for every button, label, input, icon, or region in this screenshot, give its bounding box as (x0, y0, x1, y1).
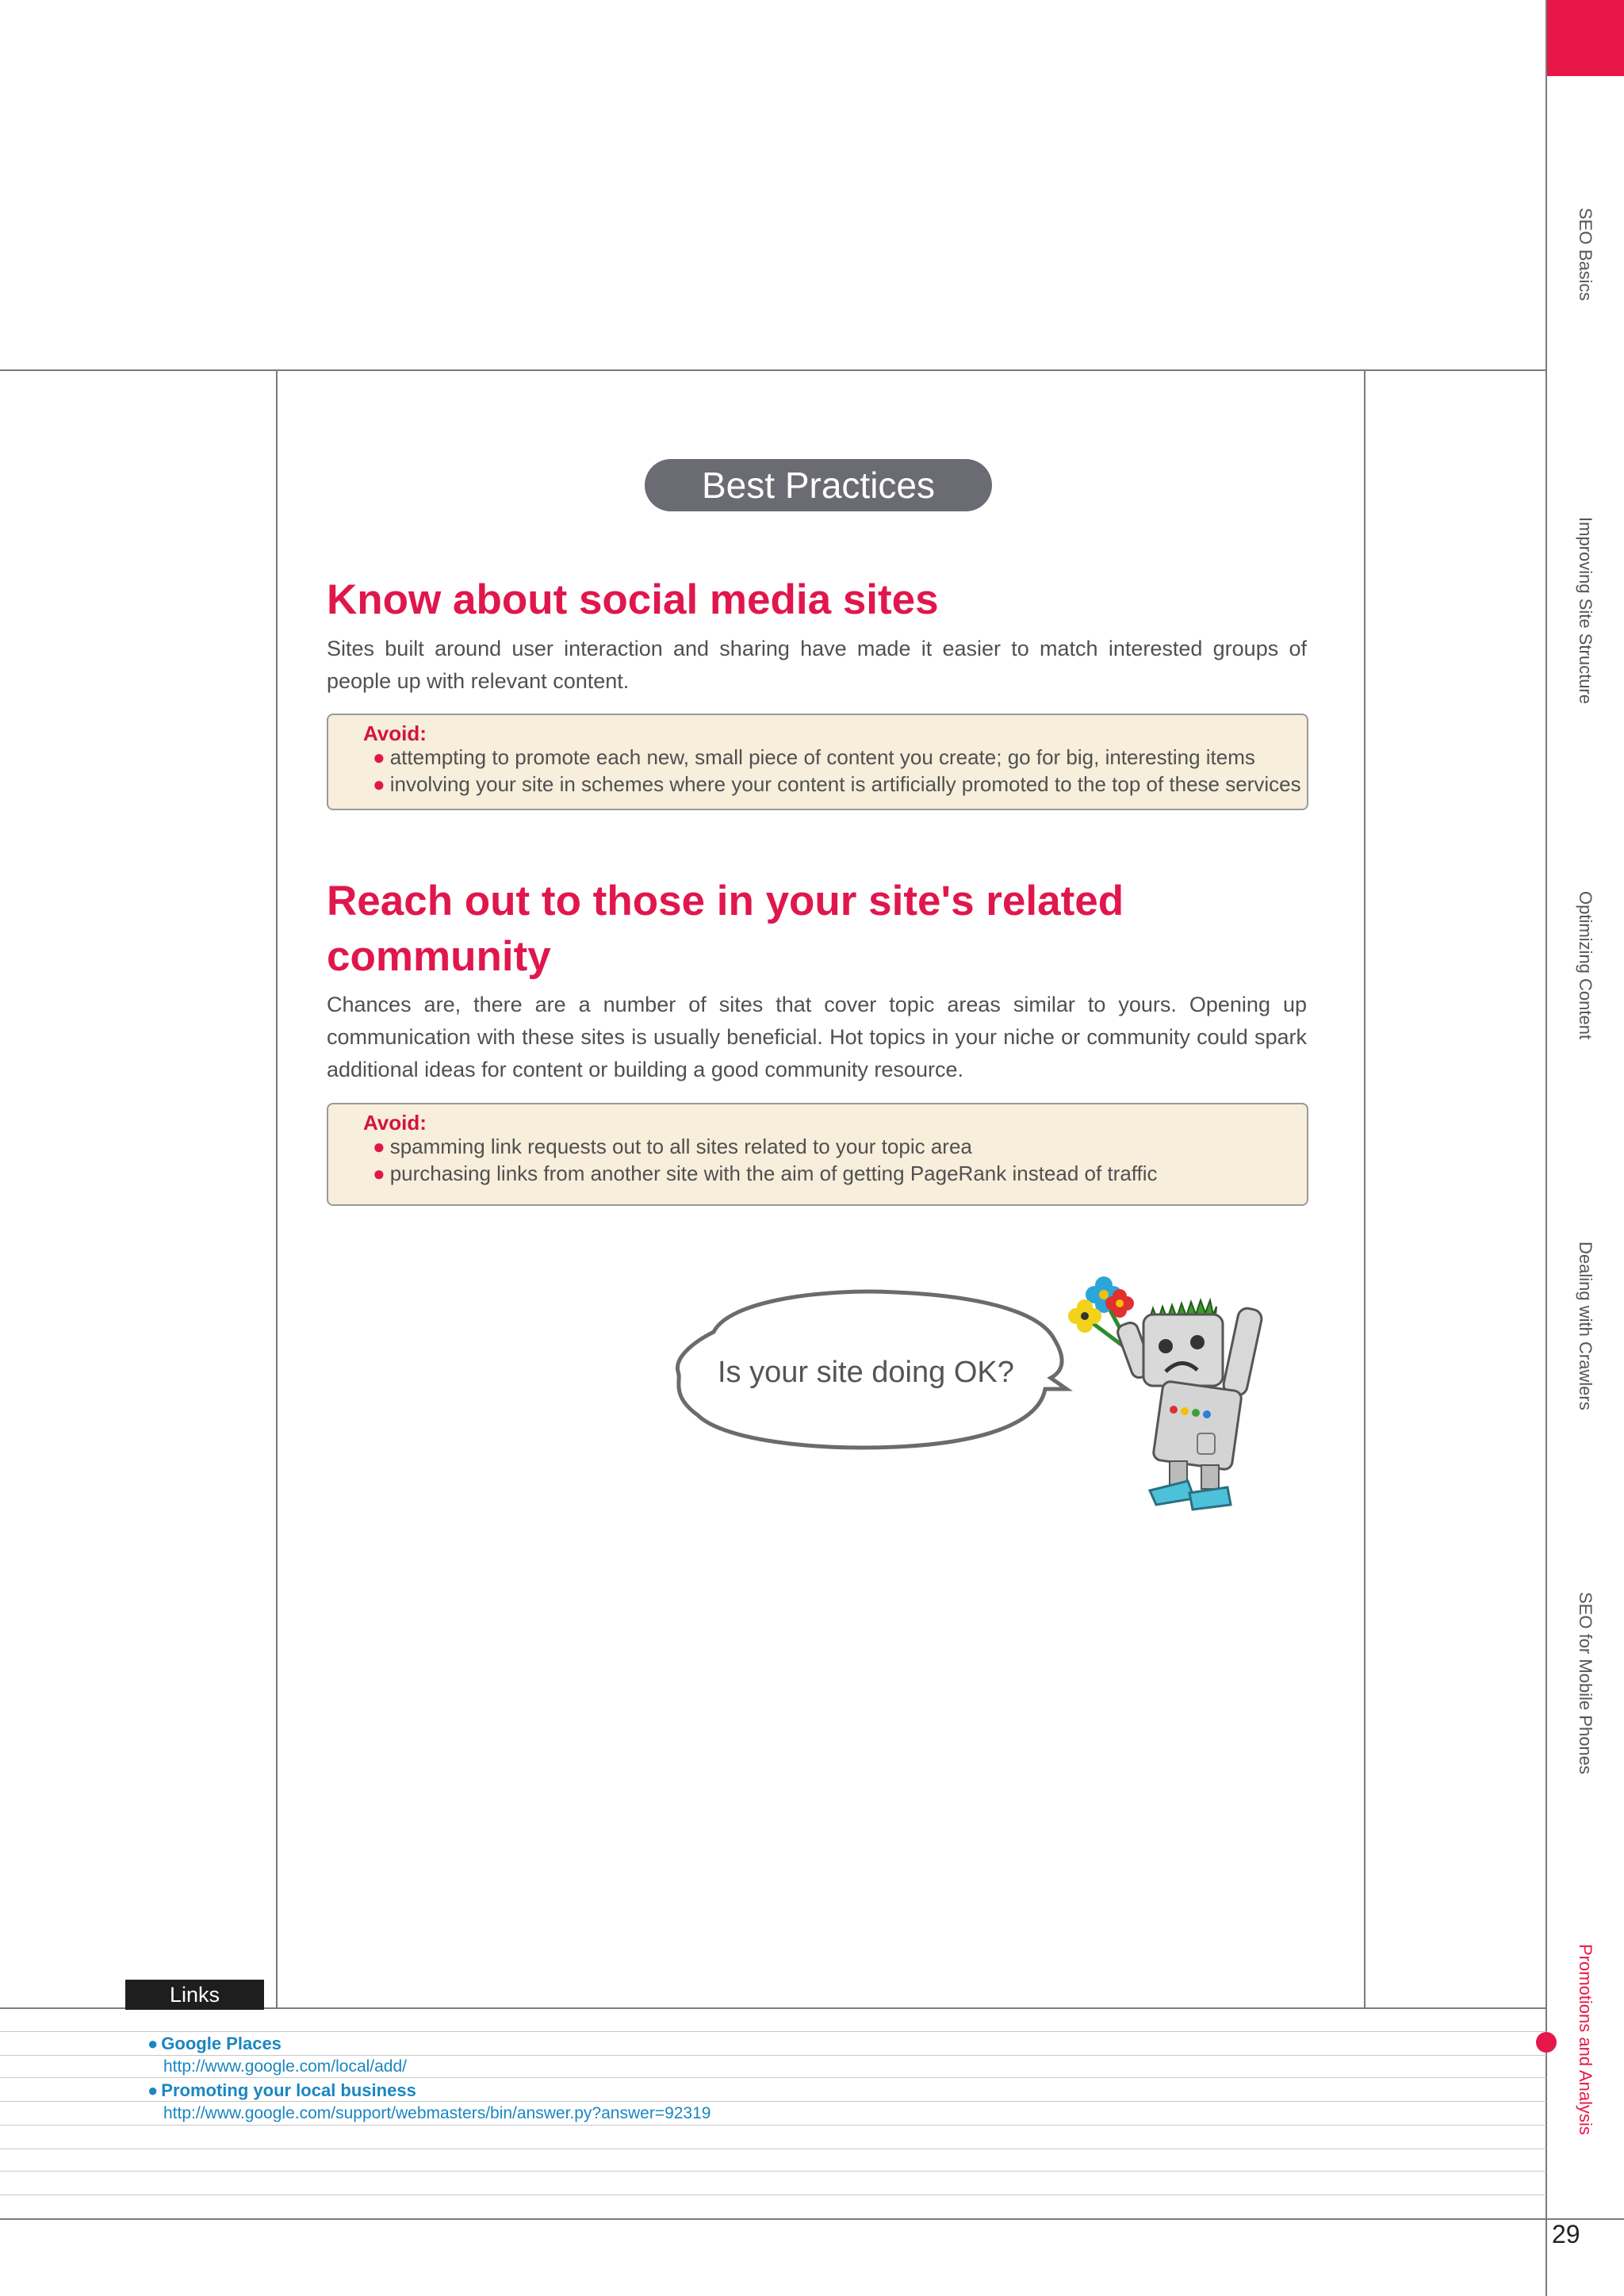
link-url[interactable]: http://www.google.com/support/webmasters/bin/answer.py?answer=92319 (163, 2104, 711, 2122)
avoid-box (327, 1103, 1308, 1206)
bullet-icon: ● (147, 2080, 159, 2100)
links-rule (0, 2171, 1546, 2172)
avoid-box (327, 714, 1308, 810)
robot-mascot-icon (1047, 1267, 1300, 1521)
avoid-item (373, 772, 1301, 797)
sidebar-item-label: Promotions and Analysis (1576, 1944, 1595, 2135)
content-left-rule (276, 369, 278, 2007)
section-title-line: Reach out to those in your site's related (327, 878, 1124, 924)
links-tag: Links (125, 1980, 264, 2010)
links-rule (0, 2101, 1546, 2102)
top-rule (0, 369, 1546, 371)
link-title[interactable] (147, 2080, 416, 2101)
section-title: Know about social media sites (327, 576, 939, 623)
active-section-dot (1536, 2032, 1557, 2053)
sidebar-item-label: Improving Site Structure (1576, 517, 1595, 704)
bullet-icon: ● (373, 772, 385, 796)
avoid-item-text: purchasing links from another site with the aim of getting PageRank instead of traffic (389, 1161, 1158, 1185)
sidebar-item-label: Optimizing Content (1576, 891, 1595, 1040)
avoid-label: Avoid: (363, 721, 427, 745)
links-rule (0, 2125, 1546, 2126)
avoid-item (373, 1161, 1158, 1186)
section-body: Chances are, there are a number of sites that cover topic areas similar to yours. Opening up communication with these sites is usually beneficial. Hot topics in your niche or community could spark additional ideas for content or building a good community resource. (327, 993, 1307, 1081)
avoid-item (373, 1135, 972, 1159)
avoid-item (373, 745, 1255, 770)
link-title-text: Google Places (161, 2034, 282, 2053)
avoid-item-text: attempting to promote each new, small piece of content you create; go for big, interesting items (389, 745, 1255, 769)
section-title-line: community (327, 933, 551, 980)
link-url[interactable]: http://www.google.com/local/add/ (163, 2057, 408, 2076)
section-title (327, 874, 1310, 985)
content-right-rule (1364, 369, 1365, 2007)
bullet-icon: ● (373, 745, 385, 769)
section-body: Sites built around user interaction and sharing have made it easier to match interested groups of people up with relevant content. (327, 637, 1307, 693)
links-rule (0, 2031, 1546, 2032)
page-number: 29 (1552, 2220, 1580, 2248)
sidebar-item-label: SEO for Mobile Phones (1576, 1592, 1595, 1774)
links-rule (0, 2055, 1546, 2056)
bullet-icon: ● (373, 1135, 385, 1158)
sidebar-divider (1545, 0, 1547, 2296)
bottom-rule (0, 2218, 1624, 2220)
sidebar-item-label: Dealing with Crawlers (1576, 1242, 1595, 1410)
bullet-icon: ● (147, 2034, 159, 2053)
link-title-text: Promoting your local business (161, 2080, 416, 2100)
speech-text: Is your site doing OK? (718, 1356, 1014, 1389)
best-practices-badge: Best Practices (645, 459, 992, 511)
avoid-item-text: spamming link requests out to all sites related to your topic area (389, 1135, 972, 1158)
links-rule (0, 2077, 1546, 2078)
sidebar-item-label: SEO Basics (1576, 208, 1595, 301)
sidebar-top-tab (1547, 0, 1624, 76)
avoid-label: Avoid: (363, 1111, 427, 1135)
bullet-icon: ● (373, 1161, 385, 1185)
avoid-item-text: involving your site in schemes where your content is artificially promoted to the top of these services (389, 772, 1301, 796)
link-title[interactable] (147, 2034, 282, 2054)
